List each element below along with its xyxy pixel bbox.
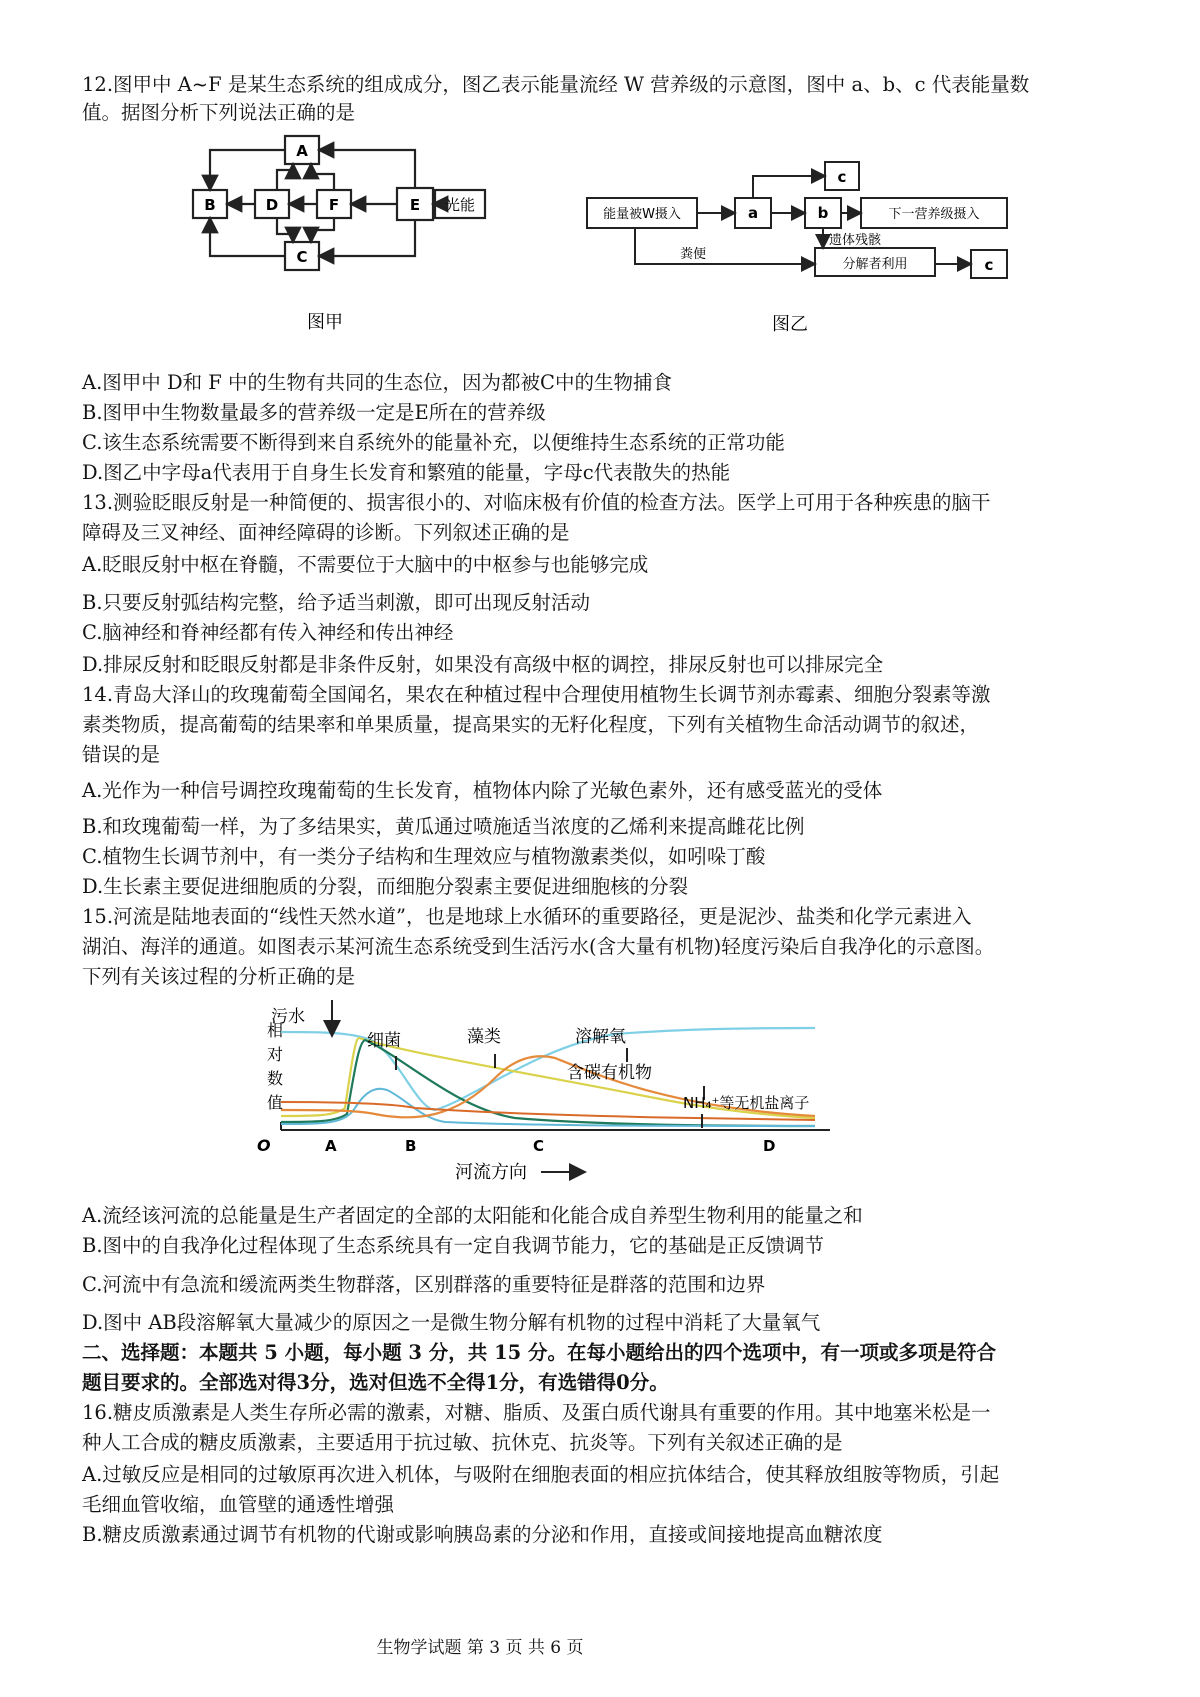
q13-stem-line-1: 13.测验眨眼反射是一种简便的、损害很小的、对临床极有价值的检查方法。医学上可用于各种疾患的脑干 [82, 491, 991, 514]
ylabel-2: 对 [267, 1045, 284, 1064]
ingest-label: 能量被W摄入 [603, 207, 681, 222]
label-ions: NH₄⁺等无机盐离子 [683, 1094, 810, 1112]
q12-stem-line-1: 12.图甲中 A~F 是某生态系统的组成成分，图乙表示能量流经 W 营养级的示意图，图中 a、b、c 代表能量数 [82, 73, 1030, 96]
caption-yi: 图乙 [772, 314, 808, 335]
node-d-label: D [265, 196, 279, 214]
q12-option-c: C.该生态系统需要不断得到来自系统外的能量补充，以便维持生态系统的正常功能 [82, 431, 785, 454]
q15-option-a: A.流经该河流的总能量是生产者固定的全部的太阳能和化能合成自养型生物利用的能量之和 [82, 1204, 863, 1227]
q14-option-a: A.光作为一种信号调控玫瑰葡萄的生长发育，植物体内除了光敏色素外，还有感受蓝光的受体 [82, 779, 883, 802]
ylabel-3: 数 [267, 1069, 284, 1088]
label-sewage: 污水 [271, 1007, 305, 1027]
q12-option-b: B.图甲中生物数量最多的营养级一定是E所在的营养级 [82, 401, 546, 424]
label-carbon: 含碳有机物 [567, 1063, 652, 1083]
q15-option-b: B.图中的自我净化过程体现了生态系统具有一定自我调节能力，它的基础是正反馈调节 [82, 1234, 825, 1257]
node-a-label: A [296, 142, 308, 160]
xtick-c: C [533, 1137, 545, 1155]
q13-stem-line-2: 障碍及三叉神经、面神经障碍的诊断。下列叙述正确的是 [82, 521, 570, 544]
caption-jia: 图甲 [307, 312, 343, 333]
q13-option-a: A.眨眼反射中枢在脊髓，不需要位于大脑中的中枢参与也能够完成 [82, 553, 649, 576]
node-e-label: E [409, 196, 421, 214]
label-c-right: c [984, 256, 994, 274]
page-footer [0, 1633, 1200, 1658]
remains-label: 遗体残骸 [829, 233, 882, 248]
next-level-label: 下一营养级摄入 [888, 207, 980, 222]
xtick-a: A [325, 1137, 337, 1155]
label-bacteria: 细菌 [367, 1031, 401, 1051]
xtick-b: B [405, 1137, 417, 1155]
q12-option-a: A.图甲中 D和 F 中的生物有共同的生态位，因为都被C中的生物捕食 [82, 371, 672, 394]
label-a: a [747, 204, 759, 222]
q15-option-c: C.河流中有急流和缓流两类生物群落，区别群落的重要特征是群落的范围和边界 [82, 1273, 766, 1296]
q16-stem-line-2: 种人工合成的糖皮质激素，主要适用于抗过敏、抗休克、抗炎等。下列有关叙述正确的是 [82, 1431, 843, 1454]
node-f-label: F [328, 196, 340, 214]
decomposer-label: 分解者利用 [842, 257, 908, 272]
q14-option-c: C.植物生长调节剂中，有一类分子结构和生理效应与植物激素类似，如吲哚丁酸 [82, 845, 766, 868]
xtick-o: O [257, 1136, 271, 1155]
q15-option-d: D.图中 AB段溶解氧大量减少的原因之一是微生物分解有机物的过程中消耗了大量氧气 [82, 1311, 821, 1334]
q14-option-d: D.生长素主要促进细胞质的分裂，而细胞分裂素主要促进细胞核的分裂 [82, 875, 689, 898]
light-label: 光能 [444, 196, 476, 214]
q16-option-a: A.过敏反应是相同的过敏原再次进入机体，与吸附在细胞表面的相应抗体结合，使其释放组胺等物质，引起 [82, 1463, 1000, 1486]
q15-stem-line-1: 15.河流是陆地表面的“线性天然水道”，也是地球上水循环的重要路径，更是泥沙、盐类和化学元素进入 [82, 905, 972, 928]
q14-option-b: B.和玫瑰葡萄一样，为了多结果实，黄瓜通过喷施适当浓度的乙烯利来提高雌花比例 [82, 815, 805, 838]
q14-stem-line-3: 错误的是 [82, 743, 161, 766]
q15-stem-line-3: 下列有关该过程的分析正确的是 [82, 965, 356, 988]
q16-stem-line-1: 16.糖皮质激素是人类生存所必需的激素，对糖、脂质、及蛋白质代谢具有重要的作用。其中地塞米松是一 [82, 1401, 991, 1424]
figure-yi [585, 160, 1010, 340]
q13-option-c: C.脑神经和脊神经都有传入神经和传出神经 [82, 621, 454, 644]
xtick-d: D [763, 1137, 776, 1155]
feces-label: 粪便 [680, 247, 707, 262]
q14-stem-line-2: 素类物质，提高葡萄的结果率和单果质量，提高果实的无籽化程度，下列有关植物生命活动调节的叙述， [82, 713, 980, 736]
q12-stem-line-2: 值。据图分析下列说法正确的是 [82, 101, 356, 124]
q16-option-a-cont: 毛细血管收缩，血管壁的通透性增强 [82, 1493, 395, 1516]
q14-stem-line-1: 14.青岛大泽山的玫瑰葡萄全国闻名，果农在种植过程中合理使用植物生长调节剂赤霉素、细胞分裂素等激 [82, 683, 991, 706]
figure-jia [185, 130, 535, 335]
section2-line-1: 二、选择题：本题共 5 小题，每小题 3 分，共 15 分。在每小题给出的四个选项中，有一项或多项是符合 [82, 1341, 997, 1364]
q13-option-d: D.排尿反射和眨眼反射都是非条件反射，如果没有高级中枢的调控，排尿反射也可以排尿完全 [82, 653, 884, 676]
node-b-label: B [204, 196, 216, 214]
label-c-top: c [837, 168, 847, 186]
q12-option-d: D.图乙中字母a代表用于自身生长发育和繁殖的能量，字母c代表散失的热能 [82, 461, 731, 484]
river-figure [255, 998, 855, 1188]
xlabel: 河流方向 [455, 1162, 527, 1183]
label-oxygen: 溶解氧 [575, 1027, 626, 1047]
ylabel-4: 值 [267, 1093, 284, 1112]
label-algae: 藻类 [467, 1027, 501, 1047]
label-b: b [817, 204, 829, 222]
section2-line-2: 题目要求的。全部选对得3分，选对但选不全得1分，有选错得0分。 [82, 1371, 669, 1394]
node-c-label: C [296, 248, 308, 266]
footer-text: 生物学试题 第 3 页 共 6 页 [376, 1638, 584, 1658]
ylabel-1: 相 [267, 1021, 284, 1040]
q15-stem-line-2: 湖泊、海洋的通道。如图表示某河流生态系统受到生活污水(含大量有机物)轻度污染后自我净化的示意图。 [82, 935, 995, 958]
q16-option-b: B.糖皮质激素通过调节有机物的代谢或影响胰岛素的分泌和作用，直接或间接地提高血糖浓度 [82, 1523, 883, 1546]
q13-option-b: B.只要反射弧结构完整，给予适当刺激，即可出现反射活动 [82, 591, 591, 614]
